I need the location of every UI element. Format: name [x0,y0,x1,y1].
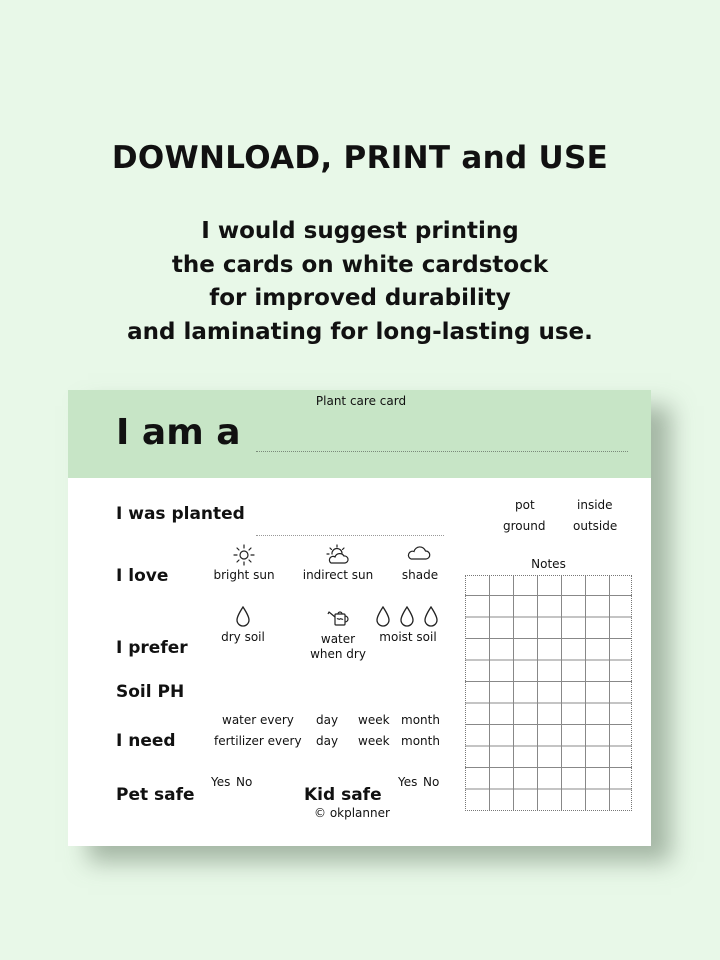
water-when-dry-line1: water [320,632,356,646]
notes-label: Notes [531,557,566,571]
copyright: © okplanner [314,806,390,820]
water-day-option: day [316,713,339,727]
outside-option: outside [573,519,618,533]
fertilizer-every-label: fertilizer every [214,734,302,748]
fertilizer-day-option: day [316,734,339,748]
drop-icon [235,606,251,628]
kid-safe-no: No [423,775,440,789]
sun-cloud-icon [326,544,350,566]
instruction-line: for improved durability [209,285,511,311]
soil-ph-label: Soil PH [116,682,185,702]
instruction-line: I would suggest printing [201,218,519,244]
water-week-option: week [358,713,390,727]
planted-label: I was planted [116,504,245,524]
planted-date-line [256,535,444,536]
instruction-line: and laminating for long-lasting use. [127,318,593,345]
instruction-text [0,215,720,349]
pet-safe-label: Pet safe [116,785,195,805]
card-body [68,478,651,846]
watering-can-icon [327,606,351,628]
sun-icon [233,544,255,566]
headline: DOWNLOAD, PRINT and USE [111,140,609,176]
card-title: I am a [116,412,241,453]
instruction-line: the cards on white cardstock [171,251,549,278]
love-label: I love [116,566,169,586]
plant-name-line [256,451,628,452]
water-when-dry-option [303,632,373,661]
kid-safe-yes: Yes [398,775,418,789]
pet-safe-yes: Yes [211,775,231,789]
plant-care-card [68,390,651,846]
cloud-icon [407,544,431,562]
indirect-sun-option: indirect sun [302,568,374,582]
inside-option: inside [577,498,613,512]
water-drops-icon [375,606,441,628]
prefer-label: I prefer [116,638,188,658]
moist-soil-option: moist soil [379,630,437,644]
pet-safe-no: No [236,775,253,789]
water-when-dry-line2: when dry [310,647,366,661]
water-every-label: water every [222,713,294,727]
bright-sun-option: bright sun [213,568,275,582]
need-label: I need [116,731,176,751]
notes-grid [465,575,632,811]
dry-soil-option: dry soil [221,630,265,644]
pot-option: pot [515,498,535,512]
fertilizer-week-option: week [358,734,390,748]
ground-option: ground [503,519,546,533]
card-header [68,390,651,478]
kid-safe-label: Kid safe [304,785,382,805]
shade-option: shade [401,568,439,582]
card-label: Plant care card [315,394,407,408]
fertilizer-month-option: month [401,734,440,748]
water-month-option: month [401,713,440,727]
